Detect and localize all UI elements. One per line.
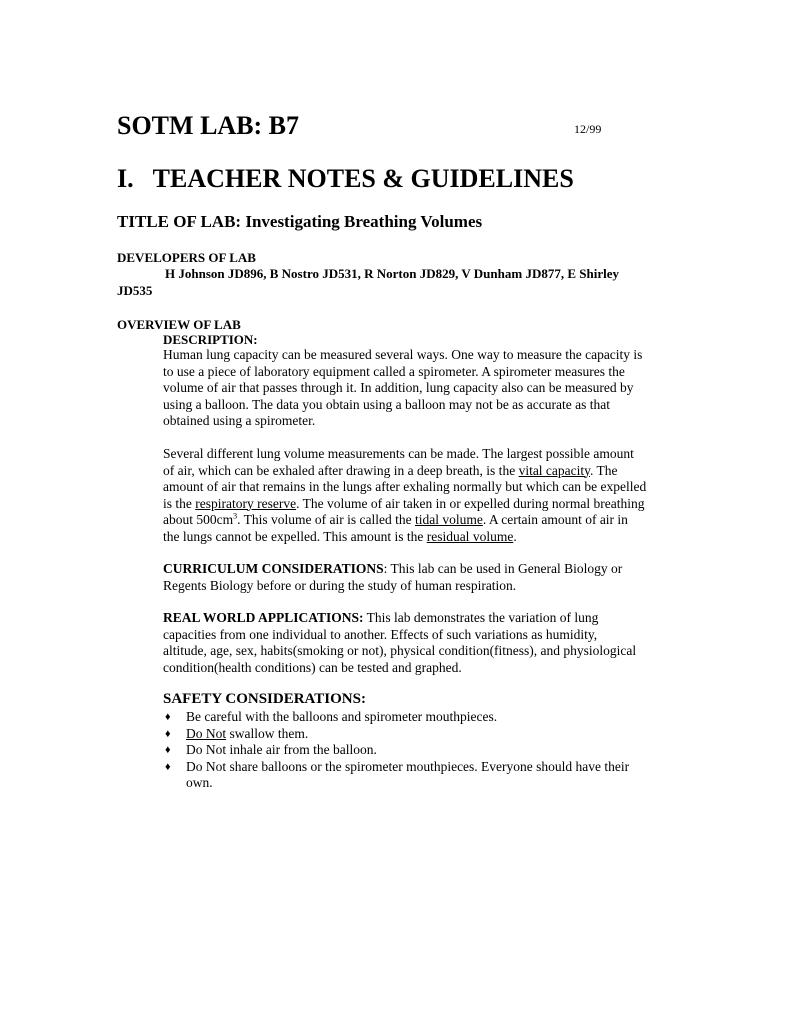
term-respiratory-reserve: respiratory reserve (195, 495, 297, 511)
paragraph-line: Several different lung volume measurements can be made. The largest possible amount (163, 446, 634, 461)
paragraph-line (163, 496, 683, 513)
paragraph-line: Regents Biology before or during the study of human respiration. (163, 577, 517, 593)
text-run: about 500cm (163, 512, 234, 527)
lab-title-label: TITLE OF LAB: (117, 212, 242, 231)
real-world-applications (163, 610, 683, 676)
paragraph-line: volume of air that passes through it. In addition, lung capacity also can be measured by (163, 380, 634, 395)
list-item (163, 709, 683, 726)
list-item-text: Do Not inhale air from the balloon. (186, 742, 377, 757)
developers-names-continued: JD535 (117, 283, 153, 298)
diamond-bullet-icon: ♦ (165, 744, 171, 756)
description-paragraph-1 (163, 347, 683, 430)
diamond-bullet-icon: ♦ (165, 760, 171, 773)
safety-list (163, 709, 683, 792)
lab-title (117, 211, 482, 233)
text-run: the lungs cannot be expelled. This amount is the (163, 528, 427, 544)
list-item (163, 759, 683, 792)
text-run: is the (163, 495, 196, 511)
diamond-bullet-icon: ♦ (165, 711, 171, 723)
paragraph-line: obtained using a spirometer. (163, 413, 316, 428)
paragraph-line: capacities from one individual to another. Effects of such variations as humidity, (163, 626, 598, 642)
list-item-text (186, 726, 683, 743)
list-item (163, 726, 683, 743)
curriculum-considerations (163, 561, 683, 594)
curriculum-label: CURRICULUM CONSIDERATIONS (163, 561, 384, 576)
paragraph-line (163, 610, 683, 627)
emphasis-do-not: Do Not (186, 725, 227, 741)
term-tidal-volume: tidal volume (414, 512, 483, 527)
paragraph-line: altitude, age, sex, habits(smoking or not), physical condition(fitness), and physiological (163, 643, 637, 658)
paragraph-line: to use a piece of laboratory equipment called a spirometer. A spirometer measures the (163, 363, 625, 379)
text-run: of air, which can be exhaled after drawing in a deep breath, is the (163, 462, 519, 478)
term-vital-capacity: vital capacity (518, 462, 591, 478)
text-run: swallow them. (226, 725, 309, 741)
term-residual-volume: residual volume (426, 528, 514, 544)
paragraph-line: condition(health conditions) can be tested and graphed. (163, 659, 462, 675)
text-run: . (513, 528, 517, 544)
superscript-3: 3 (233, 511, 238, 521)
list-item (163, 742, 683, 759)
paragraph-line: amount of air that remains in the lungs after exhaling normally but which can be expelled (163, 479, 647, 494)
section-heading: I. TEACHER NOTES & GUIDELINES (117, 164, 574, 193)
lab-title-value: Investigating Breathing Volumes (241, 212, 483, 231)
doc-title: SOTM LAB: B7 (117, 111, 300, 140)
paragraph-line (163, 512, 683, 529)
safety-heading: SAFETY CONSIDERATIONS: (163, 691, 366, 707)
text-run: . This volume of air is called the (237, 512, 415, 527)
text-run: . The volume of air taken in or expelled during normal breathing (296, 495, 645, 511)
paragraph-line (163, 463, 683, 480)
developers-names: H Johnson JD896, B Nostro JD531, R Norton JD829, V Dunham JD877, E Shirley (165, 266, 619, 281)
developers-heading: DEVELOPERS OF LAB (117, 250, 256, 265)
paragraph-line: using a balloon. The data you obtain using a balloon may not be as accurate as that (163, 396, 611, 412)
text-run: This lab demonstrates the variation of lung (363, 610, 599, 625)
description-heading: DESCRIPTION: (163, 332, 258, 347)
paragraph-line: Human lung capacity can be measured several ways. One way to measure the capacity is (163, 347, 643, 362)
paragraph-line (163, 529, 683, 546)
text-run: . A certain amount of air in (482, 512, 628, 527)
diamond-bullet-icon: ♦ (165, 727, 171, 740)
paragraph-line (163, 561, 683, 578)
description-paragraph-2 (163, 446, 683, 545)
list-item-text: Be careful with the balloons and spirometer mouthpieces. (186, 709, 498, 724)
list-item-text-continued: own. (186, 775, 213, 790)
doc-date: 12/99 (574, 122, 602, 136)
overview-heading: OVERVIEW OF LAB (117, 317, 241, 332)
real-world-label: REAL WORLD APPLICATIONS: (163, 610, 364, 625)
list-item-text: Do Not share balloons or the spirometer mouthpieces. Everyone should have their (186, 758, 630, 774)
text-run: : This lab can be used in General Biology or (383, 561, 623, 576)
text-run: . The (590, 462, 618, 478)
